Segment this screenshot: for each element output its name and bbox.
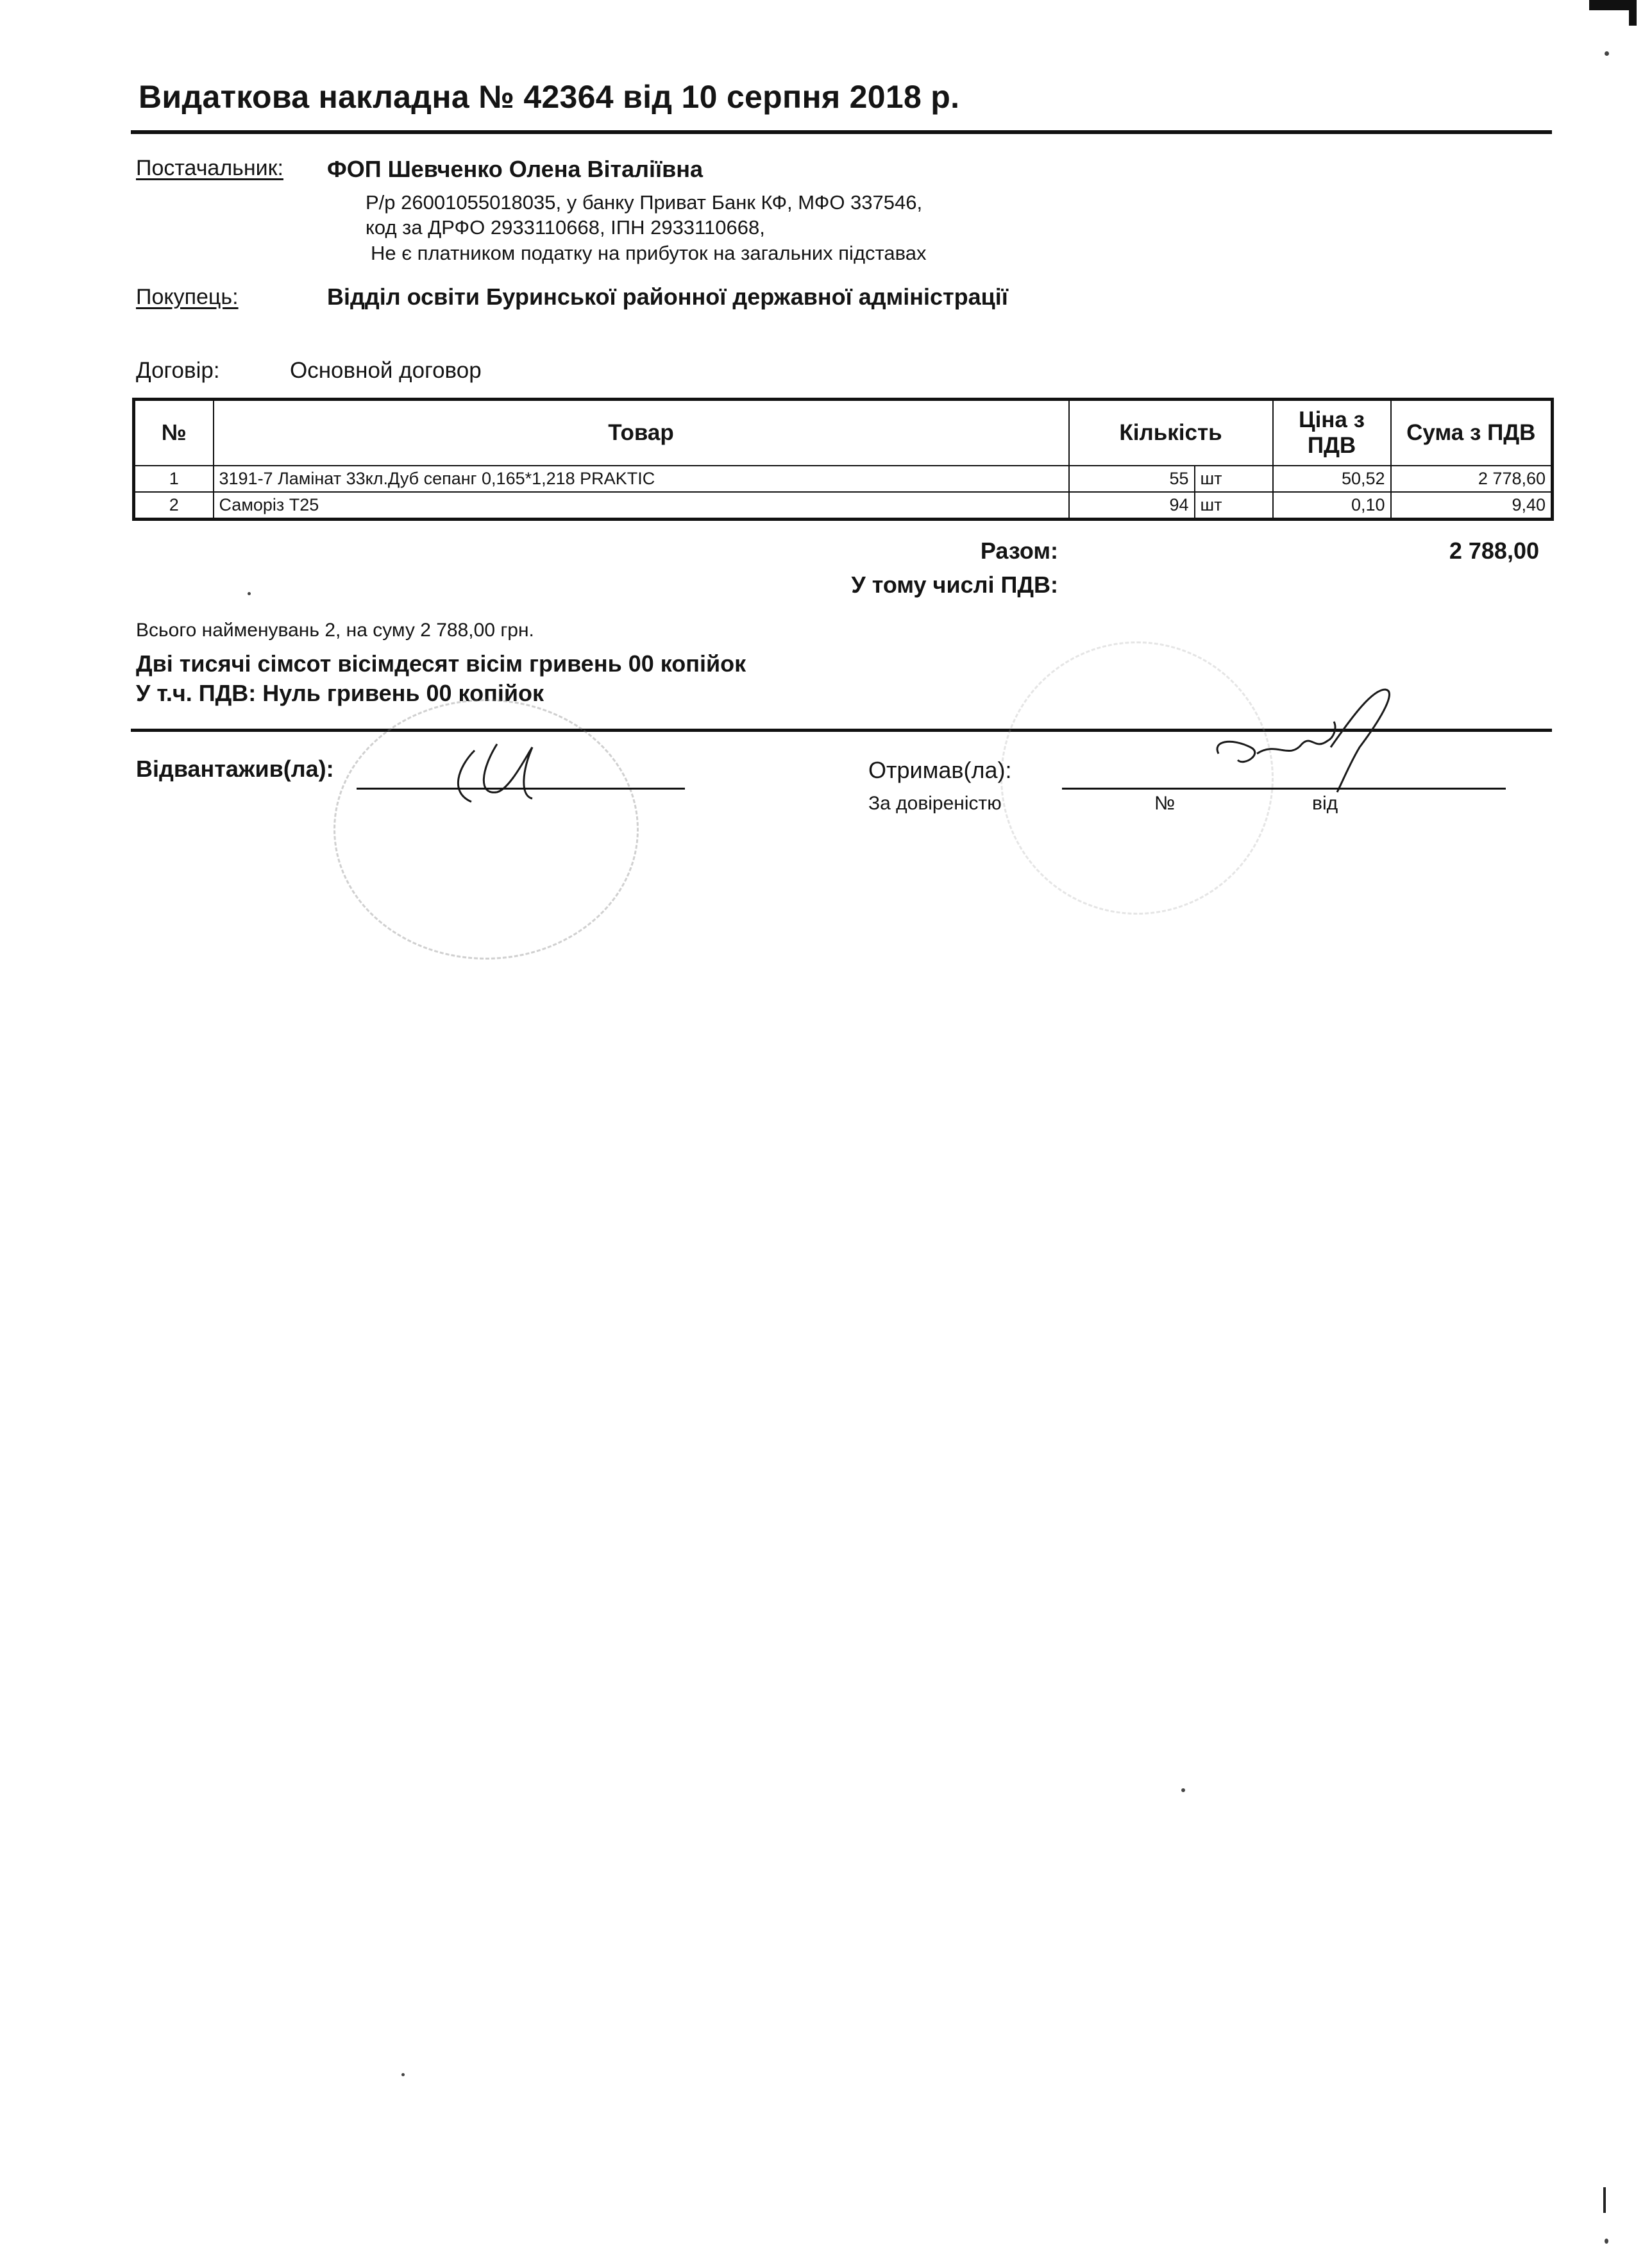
- total-label: Разом:: [980, 538, 1058, 564]
- table-row: [134, 466, 1553, 492]
- title-divider: [131, 130, 1552, 134]
- header-sum: Сума з ПДВ: [1391, 400, 1553, 466]
- row-quantity: 94: [1069, 492, 1195, 520]
- buyer-name: Відділ освіти Буринської районної державної адміністрації: [327, 284, 1008, 310]
- scan-speck: [1603, 2187, 1606, 2213]
- supplier-bank-details: Р/р 26001055018035, у банку Приват Банк КФ, МФО 337546,: [366, 191, 923, 214]
- row-unit: шт: [1195, 466, 1273, 492]
- header-price-line2: ПДВ: [1307, 433, 1356, 458]
- supplier-name: ФОП Шевченко Олена Віталіївна: [327, 156, 704, 182]
- items-count-summary: Всього найменувань 2, на суму 2 788,00 грн.: [136, 620, 534, 641]
- receiver-signature: [1206, 677, 1411, 805]
- header-number: №: [134, 400, 214, 466]
- received-by-label: Отримав(ла):: [868, 757, 1012, 783]
- document-title: Видаткова накладна № 42364 від 10 серпня 2018 р.: [139, 79, 960, 115]
- proxy-date-label: від: [1312, 793, 1338, 814]
- scan-speck: [1605, 2239, 1608, 2244]
- amount-in-words: Дві тисячі сімсот вісімдесят вісім гривень 00 копійок: [136, 650, 746, 677]
- row-price: 50,52: [1273, 466, 1391, 492]
- table-header-row: [134, 400, 1553, 466]
- supplier-tax-codes: код за ДРФО 2933110668, ІПН 2933110668,: [366, 216, 765, 239]
- row-number: 1: [134, 466, 214, 492]
- table-row: [134, 492, 1553, 520]
- row-price: 0,10: [1273, 492, 1391, 520]
- proxy-number-label: №: [1154, 793, 1176, 814]
- row-unit: шт: [1195, 492, 1273, 520]
- items-table: [132, 398, 1554, 521]
- supplier-tax-status: Не є платником податку на прибуток на загальних підставах: [371, 242, 927, 264]
- row-product: Саморіз Т25: [214, 492, 1069, 520]
- row-sum: 2 778,60: [1391, 466, 1553, 492]
- row-product: 3191-7 Ламінат 33кл.Дуб сепанг 0,165*1,218 PRAKTIC: [214, 466, 1069, 492]
- header-price-line1: Ціна з: [1299, 407, 1365, 432]
- contract-label: Договір:: [136, 358, 220, 383]
- proxy-label: За довіреністю: [868, 793, 1002, 814]
- scan-edge-mark: [1589, 0, 1634, 10]
- header-price: [1273, 400, 1391, 466]
- buyer-label: Покупець:: [136, 285, 239, 309]
- shipped-by-label: Відвантажив(ла):: [136, 756, 334, 782]
- vat-label: У тому числі ПДВ:: [851, 572, 1058, 598]
- received-by-line: [1062, 788, 1506, 790]
- scan-speck: [248, 592, 251, 595]
- supplier-label: Постачальник:: [136, 156, 283, 180]
- vat-in-words: У т.ч. ПДВ: Нуль гривень 00 копійок: [136, 680, 544, 706]
- row-number: 2: [134, 492, 214, 520]
- shipper-signature: [436, 731, 577, 808]
- row-quantity: 55: [1069, 466, 1195, 492]
- header-product: Товар: [214, 400, 1069, 466]
- total-value: 2 788,00: [1449, 538, 1539, 564]
- scan-speck: [1181, 1788, 1185, 1792]
- scan-speck: [401, 2073, 405, 2076]
- scan-edge-mark: [1629, 0, 1637, 26]
- row-sum: 9,40: [1391, 492, 1553, 520]
- header-quantity: Кількість: [1069, 400, 1273, 466]
- shipped-by-line: [357, 788, 685, 790]
- contract-value: Основной договор: [290, 358, 482, 383]
- scan-speck: [1605, 51, 1609, 56]
